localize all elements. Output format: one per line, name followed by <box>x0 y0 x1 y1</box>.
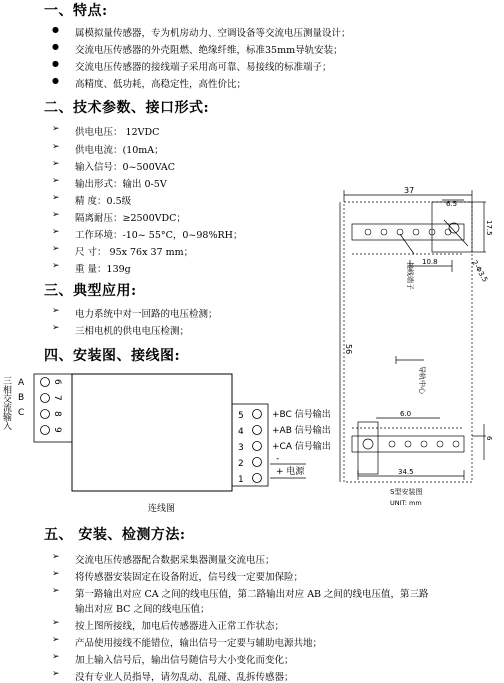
section-title-methods: 五、 安装、检测方法: <box>44 527 186 543</box>
terminal-number: 2 <box>238 459 244 469</box>
section-title-specs: 二、技术参数、接口形式: <box>44 100 210 116</box>
dim-label: 34.5 <box>398 468 414 476</box>
terminal-number: 4 <box>238 427 244 437</box>
terminal-number: 5 <box>238 411 244 421</box>
terminal-number: 7 <box>52 395 62 401</box>
dim-label: 6.5 <box>446 200 458 208</box>
terminal-label: 接线端子 <box>406 262 414 290</box>
wiring-diagram <box>0 362 345 517</box>
dim-label: 6.0 <box>400 410 412 418</box>
terminal-number: 6 <box>52 379 62 385</box>
dim-label: 2-Φ3.5 <box>470 259 490 284</box>
terminal-number: 1 <box>238 475 244 485</box>
rail-center-label: 导轨中心 <box>418 366 426 394</box>
output-label: +BC 信号输出 <box>272 410 331 420</box>
terminal-number: 9 <box>52 427 62 433</box>
output-label: +CA 信号输出 <box>272 442 331 452</box>
dim-label: 17.5 <box>485 220 493 236</box>
section-title-applications: 三、典型应用: <box>44 283 137 299</box>
dim-label: 6 <box>485 436 493 441</box>
phase-label: B <box>18 393 25 403</box>
unit-label: UNIT: mm <box>390 499 422 507</box>
dim-label: 37 <box>404 186 415 195</box>
diagram-caption: 连线图 <box>148 504 176 514</box>
mount-caption: S型安装图 <box>390 488 423 496</box>
phase-label: A <box>18 378 25 388</box>
output-label: - <box>276 454 280 464</box>
terminal-number: 8 <box>52 411 62 417</box>
section-title-wiring: 四、安装图、接线图: <box>44 348 181 364</box>
phase-label: C <box>18 408 25 418</box>
input-label: 三相交流输入 <box>1 376 11 430</box>
dim-label: 56 <box>344 344 353 355</box>
mounting-drawing <box>336 180 502 510</box>
output-label: +AB 信号输出 <box>272 426 331 436</box>
output-label: + 电源 <box>276 467 305 477</box>
dim-label: 10.8 <box>422 258 438 266</box>
section-title-features: 一、特点: <box>44 3 108 19</box>
terminal-number: 3 <box>238 443 244 453</box>
